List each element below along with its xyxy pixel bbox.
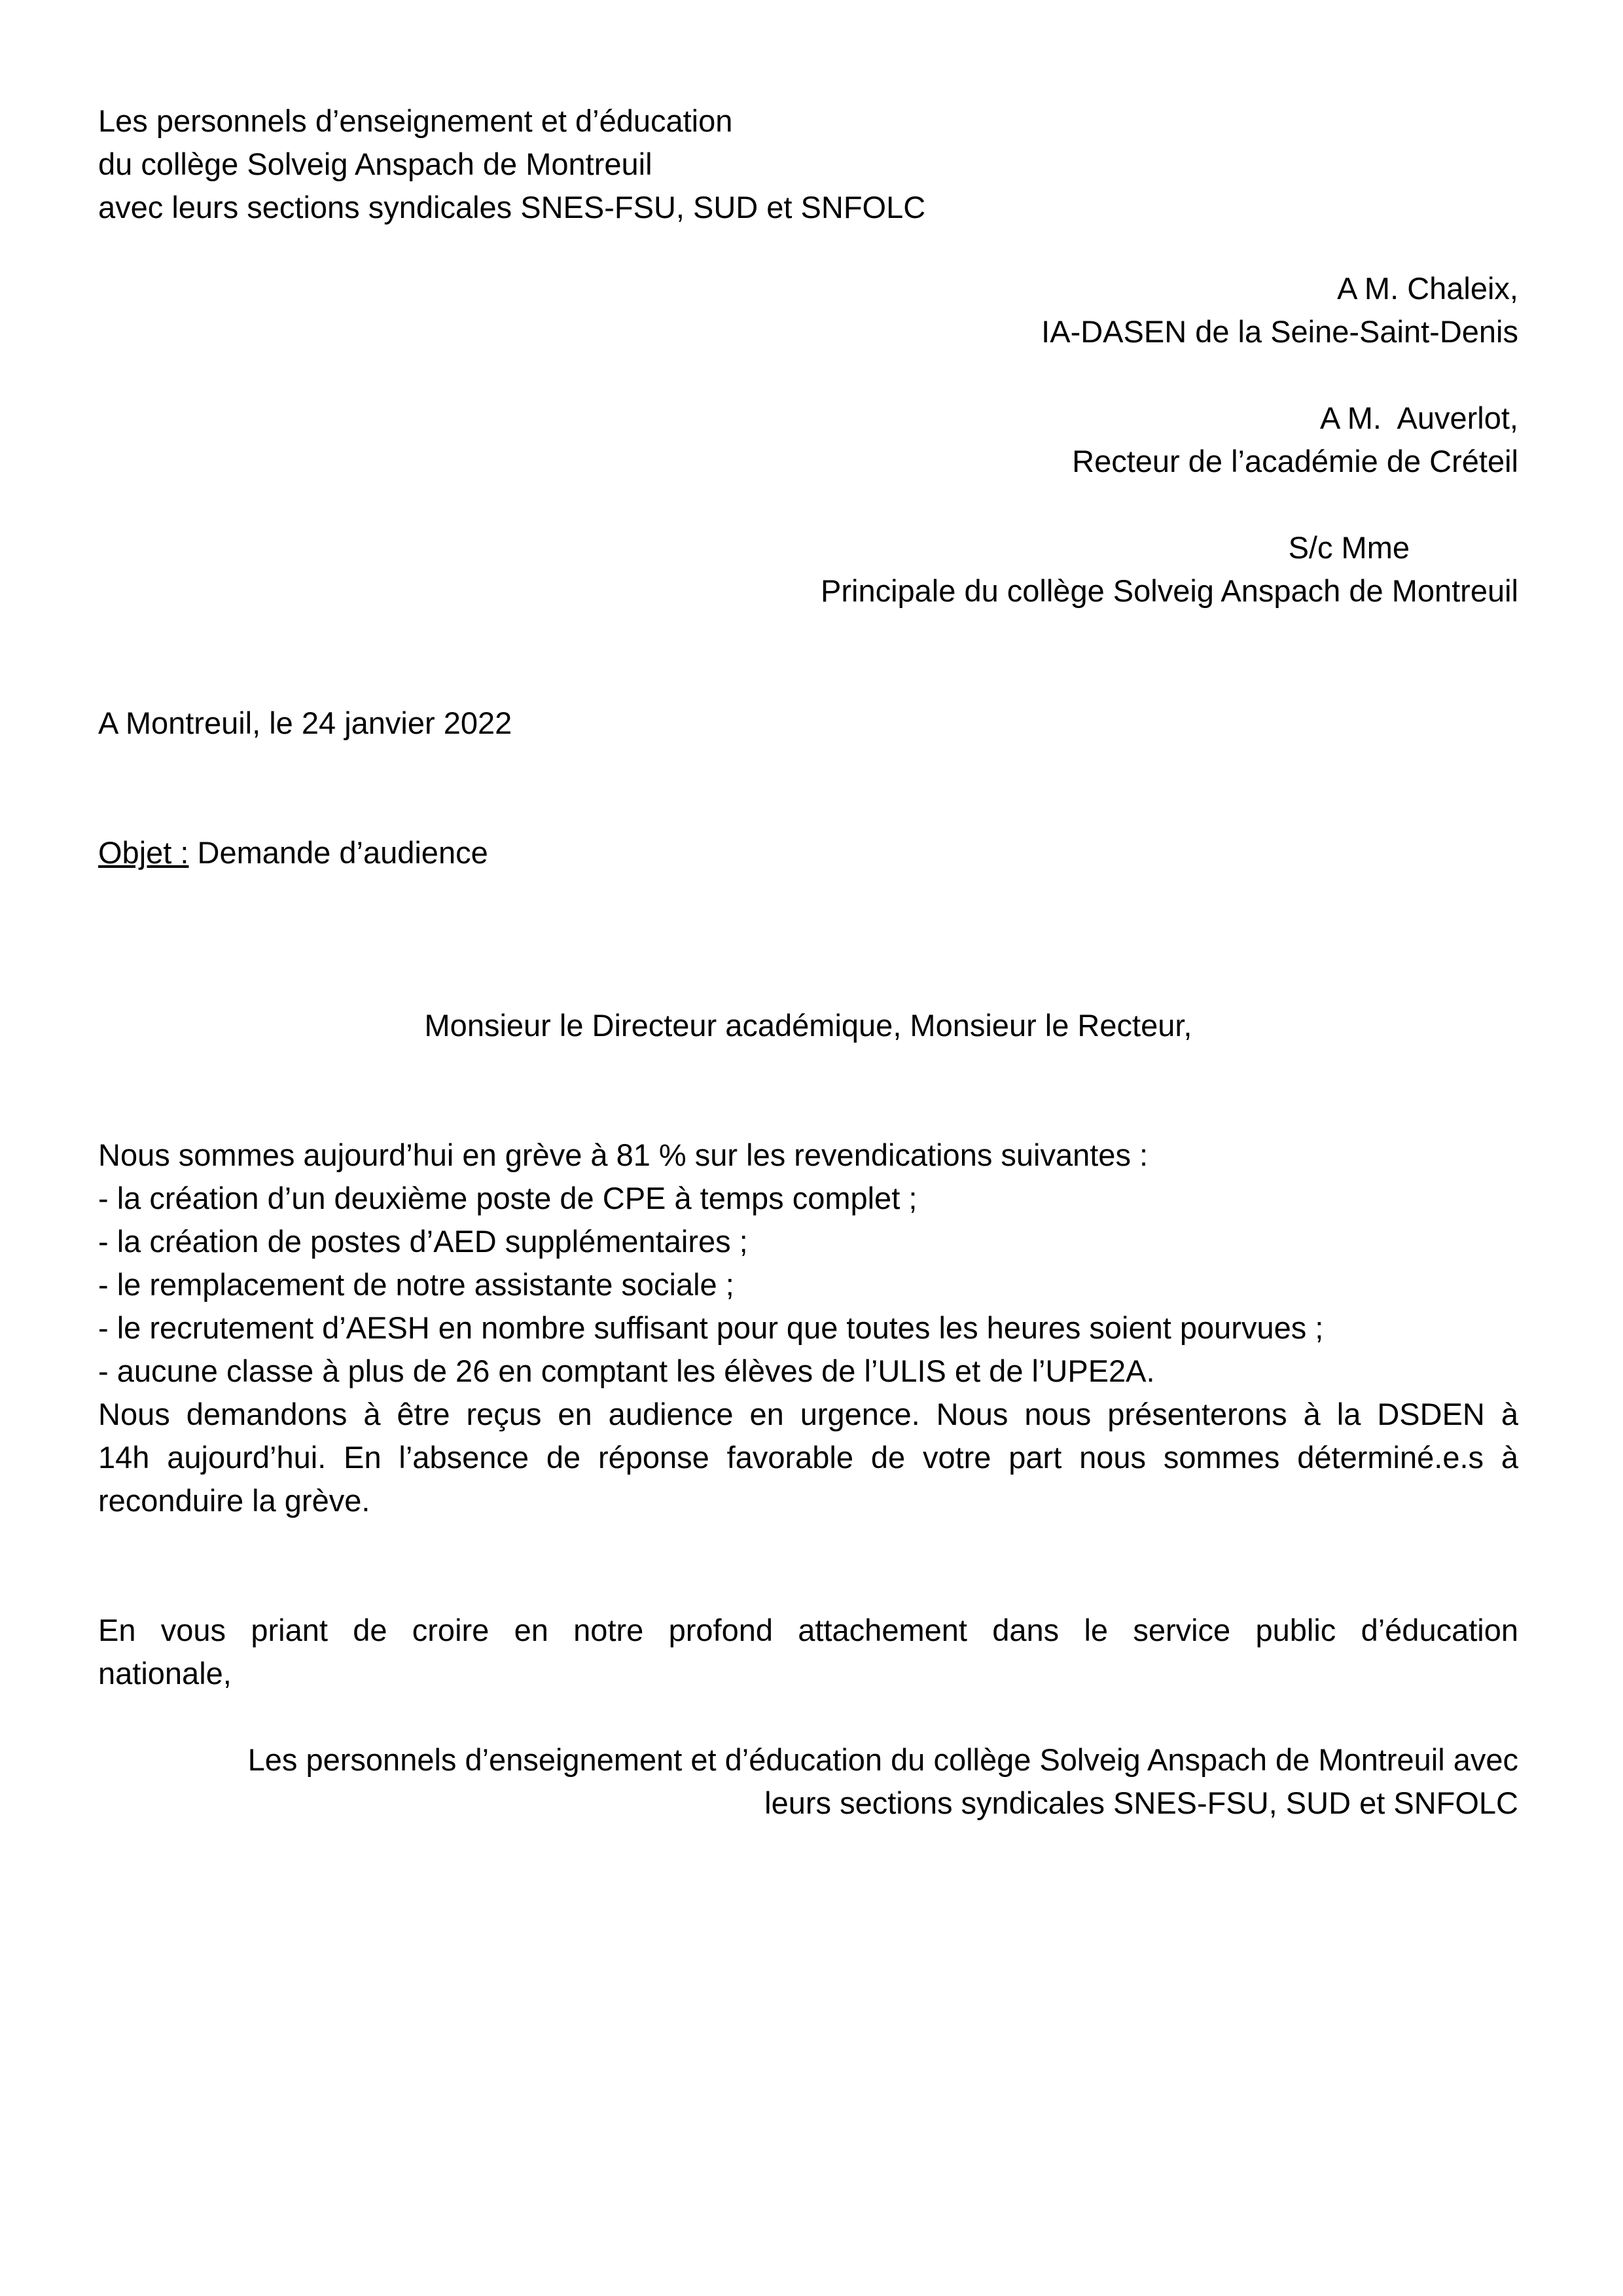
objet-line — [98, 831, 1518, 874]
sender-line: Les personnels d’enseignement et d’éducation — [98, 103, 733, 138]
recipient-title: Recteur de l’académie de Créteil — [1072, 444, 1518, 478]
paragraph-line: reconduire la grève. — [98, 1483, 370, 1518]
recipient-dasen — [98, 267, 1518, 353]
date-text: A Montreuil, le 24 janvier 2022 — [98, 706, 512, 740]
signature-line: leurs sections syndicales SNES-FSU, SUD et SNFOLC — [764, 1785, 1518, 1820]
intro-text: Nous sommes aujourd’hui en grève à 81 % sur les revendications suivantes : — [98, 1138, 1149, 1172]
paragraph-line: Nous demandons à être reçus en audience en urgence. Nous nous présenterons à la DSDEN à — [98, 1397, 1518, 1431]
closing-paragraph — [98, 1609, 1518, 1695]
demand-item: - aucune classe à plus de 26 en comptant les élèves de l’ULIS et de l’UPE2A. — [98, 1354, 1155, 1388]
paragraph-line: nationale, — [98, 1656, 232, 1691]
sender-line: avec leurs sections syndicales SNES-FSU, SUD et SNFOLC — [98, 190, 926, 224]
recipient-principale — [98, 526, 1518, 613]
signature-block — [98, 1738, 1518, 1825]
demand-item: - le recrutement d’AESH en nombre suffisant pour que toutes les heures soient pourvues ; — [98, 1310, 1324, 1345]
recipient-name: S/c Mme — [1288, 530, 1410, 565]
recipients-block — [98, 267, 1518, 613]
objet-label: Objet : — [98, 835, 189, 870]
demand-item: - le remplacement de notre assistante sociale ; — [98, 1267, 734, 1302]
demand-item: - la création de postes d’AED supplémentaires ; — [98, 1224, 748, 1259]
date-line — [98, 702, 1518, 745]
recipient-title: IA-DASEN de la Seine-Saint-Denis — [1041, 314, 1518, 349]
recipient-name: A M. Auverlot, — [1319, 401, 1518, 435]
salutation-text: Monsieur le Directeur académique, Monsieur le Recteur, — [424, 1008, 1192, 1043]
demand-item: - la création d’un deuxième poste de CPE à temps complet ; — [98, 1181, 918, 1215]
paragraph-line: 14h aujourd’hui. En l’absence de réponse favorable de votre part nous sommes déterminé.e.s à — [98, 1440, 1518, 1475]
objet-text: Demande d’audience — [197, 835, 488, 870]
recipient-recteur — [98, 397, 1518, 483]
recipient-title: Principale du collège Solveig Anspach de Montreuil — [821, 573, 1518, 608]
sender-block — [98, 99, 1518, 229]
paragraph-line: En vous priant de croire en notre profond attachement dans le service public d’éducation — [98, 1613, 1518, 1647]
salutation — [98, 1004, 1518, 1047]
demands-section — [98, 1134, 1518, 1393]
audience-paragraph — [98, 1393, 1518, 1522]
sender-line: du collège Solveig Anspach de Montreuil — [98, 147, 652, 181]
signature-line: Les personnels d’enseignement et d’éducation du collège Solveig Anspach de Montreuil avec — [247, 1742, 1518, 1777]
recipient-name: A M. Chaleix, — [1337, 271, 1518, 306]
